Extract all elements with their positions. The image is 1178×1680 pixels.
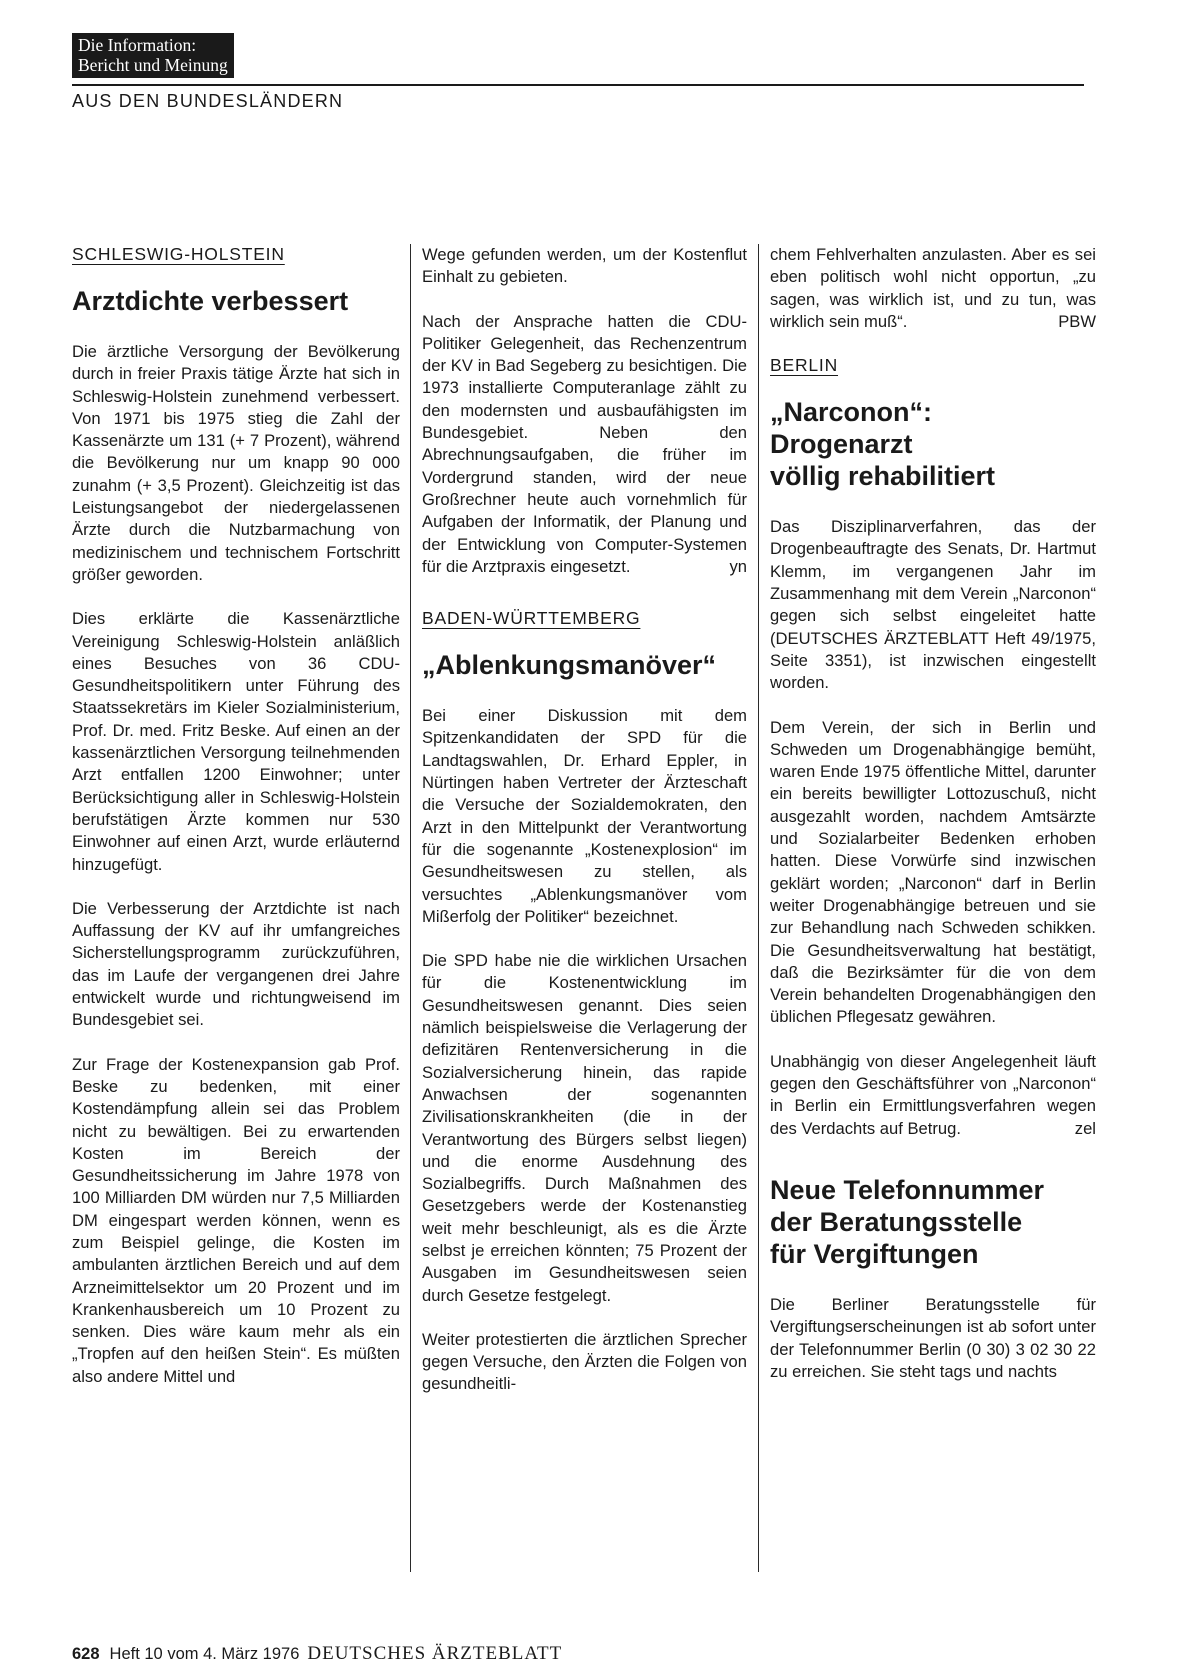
- article-paragraph: [422, 311, 747, 579]
- magazine-name: DEUTSCHES ÄRZTEBLATT: [307, 1643, 563, 1664]
- article-paragraph: Die SPD habe nie die wirklichen Ursachen für die Kostenentwicklung im Gesundheitswesen genannt. Dies seien nämlich beispielsweise die Verlagerung der defizitären Rentenversicherung in die Sozialversicherung hinein, das rapide Anwachsen der sogenannten Zivilisationskrankheiten (die in der Verantwortung des Bürgers selbst liegen) und die enorme Ausdehnung des Sozialbegriffs. Durch Maßnahmen des Gesetzgebers werde der Kostenanstieg weit mehr beschleunigt, als es die Ärzte selbst je erreichen könnten; 75 Prozent der Ausgaben im Gesundheitswesen seien durch Gesetze festgelegt.: [422, 951, 747, 1305]
- article-paragraph: Die Berliner Beratungsstelle für Vergiftungserscheinungen ist ab sofort unter der Telefonnummer Berlin (0 30) 3 02 30 22 zu erreichen. Sie steht tags und nachts: [770, 1294, 1096, 1381]
- article-paragraph: Weiter protestierten die ärztlichen Sprecher gegen Versuche, den Ärzten die Folgen von gesundheitli-: [422, 1329, 747, 1394]
- article-paragraph: Dies erklärte die Kassenärztliche Vereinigung Schleswig-Holstein anläßlich eines Besuches von 36 CDU-Gesundheitspolitikern unter Führung des Staatssekretärs im Kieler Sozialministerium, Prof. Dr. med. Fritz Beske. Auf einen an der kassenärztlichen Versorgung teilnehmenden Arzt entfallen 1200 Einwohner; unter Berücksichtigung aller in Schleswig-Holstein berufstätigen Ärzte kommen nur 530 Einwohner auf einen Arzt, wurde erläuternd hinzugefügt.: [72, 609, 400, 874]
- header-rule: [72, 84, 1084, 86]
- author-signature: zel: [1074, 1118, 1096, 1138]
- article-paragraph: [770, 1051, 1096, 1140]
- column-1: [72, 244, 400, 1410]
- article-paragraph: Dem Verein, der sich in Berlin und Schweden um Drogenabhängige bemüht, waren Ende 1975 öffentliche Mittel, darunter ein bereits bewilligter Lottozuschuß, nicht ausgezahlt worden, nachdem Amtsärzte und Sozialarbeiter Bedenken erhoben hatten. Diese Vorwürfe sind inzwischen geklärt worden; „Narconon“ darf in Berlin weiter Drogenabhängige betreuen und sie zur Behandlung nach Schweden schikken. Die Gesundheitsverwaltung hat bestätigt, daß die Bezirksämter für die von dem Verein behandelten Drogenabhängigen den üblichen Pflegesatz gewähren.: [770, 717, 1096, 1027]
- headline-line: völlig rehabilitiert: [770, 461, 996, 492]
- headline-ablenkungsmanoever: „Ablenkungsmanöver“: [422, 650, 717, 681]
- article-paragraph: Die Verbesserung der Arztdichte ist nach Auffassung der KV auf ihr umfangreiches Sicherstellungsprogramm zurückzuführen, das im Laufe der vergangenen drei Jahre entwickelt wurde und richtungweisend im Bundesgebiet sei.: [72, 898, 400, 1030]
- author-signature: PBW: [1058, 311, 1096, 331]
- headline-telefonnummer: [770, 1174, 1096, 1270]
- article-paragraph-text: chem Fehlverhalten anzulasten. Aber es sei eben politisch wohl nicht opportun, „zu sagen, was wirklich ist, und zu tun, was wirklich sein muß“.: [770, 245, 1096, 331]
- masthead-line-2: Bericht und Meinung: [78, 55, 228, 75]
- headline-line: für Vergiftungen: [770, 1238, 979, 1269]
- issue-info: Heft 10 vom 4. März 1976: [109, 1645, 300, 1663]
- headline-arztdichte: Arztdichte verbessert: [72, 286, 349, 316]
- column-divider-1: [410, 244, 411, 1572]
- article-paragraph: Zur Frage der Kostenexpansion gab Prof. Beske zu bedenken, mit einer Kostendämpfung allein sei das Problem nicht zu bewältigen. Bei zu erwartenden Kosten im Bereich der Gesundheitssicherung im Jahre 1978 von 100 Milliarden DM würden nur 7,5 Milliarden DM eingespart werden können, wenn es zum Beispiel gelinge, die Kosten im ambulanten ärztlichen Bereich und auf dem Arzneimittelsektor um 20 Prozent und im Krankenhausbereich um 10 Prozent zu senken. Dies wäre kaum mehr als ein „Tropfen auf den heißen Stein“. Es müßten also andere Mittel und: [72, 1054, 400, 1386]
- article-paragraph: Bei einer Diskussion mit dem Spitzenkandidaten der SPD für die Landtagswahlen, Dr. Erhard Eppler, in Nürtingen haben Vertreter der Ärzteschaft die Versuche der Sozialdemokraten, den Arzt in den Mittelpunkt der Verantwortung für die sogenannte „Kostenexplosion“ im Gesundheitswesen zu stellen, als versuchtes „Ablenkungsmanöver vom Mißerfolg der Politiker“ bezeichnet.: [422, 706, 747, 926]
- article-paragraph: [770, 244, 1096, 333]
- article-paragraph: Wege gefunden werden, um der Kostenflut Einhalt zu gebieten.: [422, 245, 747, 287]
- region-label-baden-wuerttemberg: BADEN-WÜRTTEMBERG: [422, 608, 641, 629]
- section-title: AUS DEN BUNDESLÄNDERN: [72, 91, 344, 111]
- column-divider-2: [758, 244, 759, 1572]
- headline-line: Neue Telefonnummer: [770, 1174, 1045, 1205]
- headline-narconon: [770, 396, 1096, 492]
- column-2: [422, 244, 747, 1418]
- headline-line: der Beratungsstelle: [770, 1206, 1023, 1237]
- masthead-line-1: Die Information:: [78, 35, 197, 55]
- article-paragraph: Das Disziplinarverfahren, das der Drogenbeauftragte des Senats, Dr. Hartmut Klemm, im vergangenen Jahr im Zusammenhang mit dem Verein „Narconon“ gegen sich selbst eingeleitet hatte (DEUTSCHES ÄRZTEBLATT Heft 49/1975, Seite 3351), ist inzwischen eingestellt worden.: [770, 517, 1096, 693]
- column-3: [770, 244, 1096, 1405]
- masthead-box: [72, 33, 234, 78]
- region-label-berlin: BERLIN: [770, 355, 839, 376]
- article-paragraph: Die ärztliche Versorgung der Bevölkerung durch in freier Praxis tätige Ärzte hat sich in Schleswig-Holstein zunehmend verbessert. Von 1971 bis 1975 stieg die Zahl der Kassenärzte um 131 (+ 7 Prozent), während die Bevölkerung nur um knapp 90 000 zunahm (+ 3,5 Prozent). Gleichzeitig ist das Leistungsangebot der niedergelassenen Ärzte durch die Nutzbarmachung von medizinischem und technischem Fortschritt größer geworden.: [72, 342, 400, 584]
- headline-line: Drogenarzt: [770, 429, 913, 460]
- article-paragraph-text: Unabhängig von dieser Angelegenheit läuft gegen den Geschäftsführer von „Narconon“ in Berlin ein Ermittlungsverfahren wegen des Verdachts auf Betrug.: [770, 1051, 1096, 1138]
- region-label-schleswig-holstein: SCHLESWIG-HOLSTEIN: [72, 244, 285, 264]
- page-footer: [72, 1643, 562, 1665]
- article-paragraph-text: Nach der Ansprache hatten die CDU-Politiker Gelegenheit, das Rechenzentrum der KV in Bad Segeberg zu besichtigen. Die 1973 installierte Computeranlage zählt zu den modernsten und ausbaufähigsten im Bundesgebiet. Neben den Abrechnungsaufgaben, die früher im Vordergrund standen, wird der neue Großrechner heute auch vornehmlich für Aufgaben der Informatik, der Planung und der Entwicklung von Computer-Systemen für die Arztpraxis eingesetzt.: [422, 311, 747, 576]
- headline-line: „Narconon“:: [770, 397, 932, 428]
- author-signature: yn: [729, 556, 747, 576]
- page-number: 628: [72, 1645, 100, 1663]
